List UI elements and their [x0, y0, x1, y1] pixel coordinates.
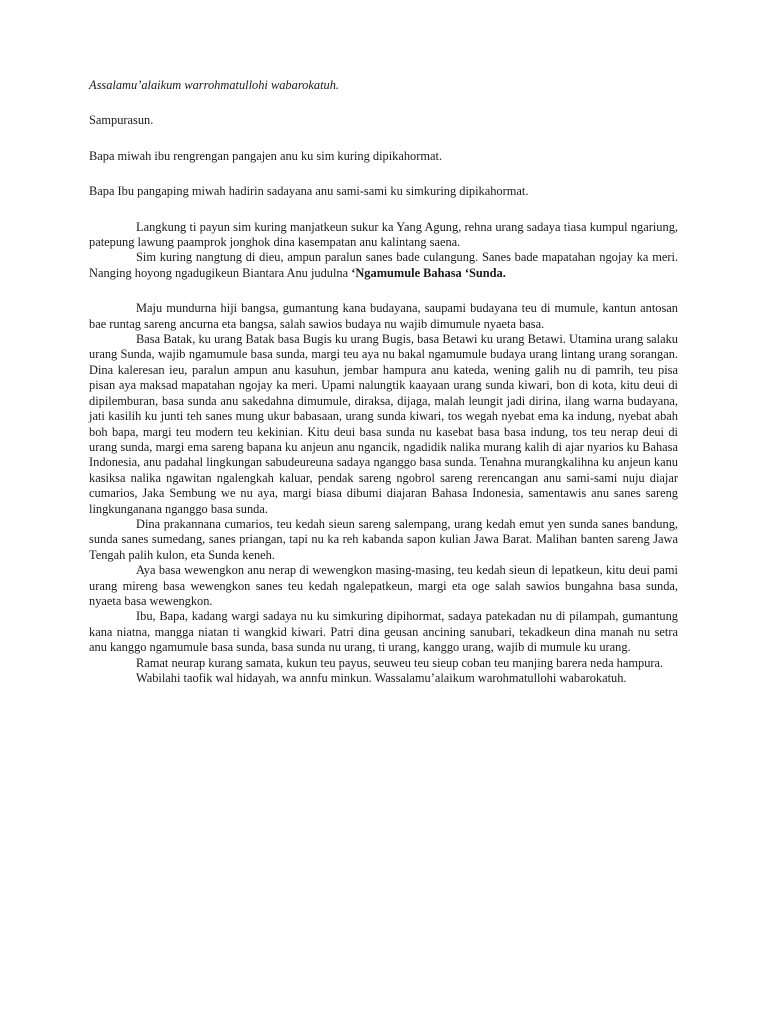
paragraph-7: Ibu, Bapa, kadang wargi sadaya nu ku simkuring dipihormat, sadaya patekadan nu di pilampah, gumantung kana niatna, mangga niatan ti wangkid kiwari. Patri dina geusan ancining sanubari, tekadkeun dina manah nu setra anu kanggo ngamumule basa sunda, basa sunda nu urang, ti urang, kanggo urang, wajib di mumule ku urang. — [89, 609, 678, 655]
paragraph-1: Langkung ti payun sim kuring manjatkeun sukur ka Yang Agung, rehna urang sadaya tiasa kumpul ngariung, patepung lawung paamprok jonghok dina kasempatan anu kalintang saena. — [89, 219, 678, 250]
paragraph-8: Ramat neurap kurang samata, kukun teu payus, seuweu teu sieup coban teu manjing barera neda hampura. — [136, 655, 664, 670]
paragraph-2 — [89, 250, 678, 281]
salutation-line-1: Bapa miwah ibu rengrengan pangajen anu ku sim kuring dipikahormat. — [89, 148, 443, 163]
paragraph-9: Wabilahi taofik wal hidayah, wa annfu minkun. Wassalamu’alaikum warohmatullohi wabarokatuh. — [136, 671, 627, 685]
speech-title: ‘Ngamumule Bahasa ‘Sunda. — [351, 265, 506, 280]
salutation-line-2: Bapa Ibu pangaping miwah hadirin sadayana anu sami-sami ku simkuring dipikahormat. — [89, 184, 529, 199]
paragraph-4: Basa Batak, ku urang Batak basa Bugis ku urang Bugis, basa Betawi ku urang Betawi. Utamina urang salaku urang Sunda, wajib ngamumule basa sunda, margi teu aya nu bakal ngamumule budaya urang lintang urang sorangan. Dina kaleresan ieu, paralun ampun anu kasuhun, jembar hampura anu kateda, wening galih nu di pamrih, teu pisa pisan aya maksad mapatahan ngojay ka meri. Upami nalungtik kaayaan urang sunda kiwari, bon di kota, kitu deui di dipilemburan, basa sunda anu sakedahna dimumule, diraksa, dijaga, malah leungit jadi dirina, ilang warna budayana, jati kasilih ku junti teh sanes mung ukur babasaan, urang sunda kiwari, tos wegah nyebat ema ka indung, nyebat abah boh bapa, margi teu modern teu kekinian. Kitu deui basa sunda nu kasebat basa basa indung, tos teu nerap deui di urang sunda, margi ema sareng bapana ku anjeun anu ngancik, ngadidik nalika murang kalih di ajar nyarios ku Bahasa Indonesia, anu padahal lingkungan sabudeureuna sadaya nganggo basa sunda. Tenahna murangkalihna ku anjeun kanu kasiksa nalika ngawitan ngalengkah kaluar, pendak sareng ngobrol sareng rerencangan anu sami-sami nuju diajar cumarios, Jaka Sembung we nu aya, margi biasa dibumi diajaran Bahasa Indonesia, samentawis anu sanes sareng lingkunganana nganggo basa sunda. — [89, 332, 678, 516]
speech-document — [89, 78, 678, 686]
paragraph-3: Maju mundurna hiji bangsa, gumantung kana budayana, saupami budayana teu di mumule, kantun antosan bae runtag sareng ancurna eta bangsa, salah sawios budaya nu wajib dimumule nyaeta basa. — [89, 301, 678, 331]
paragraph-6: Aya basa wewengkon anu nerap di wewengkon masing-masing, teu kedah sieun di lepatkeun, kitu deui pami urang mireng basa wewengkon sanes teu kedah ngalepatkeun, margi eta oge salah sawios bungahna basa sunda, nyaeta basa wewengkon. — [89, 563, 678, 608]
paragraph-5: Dina prakannana cumarios, teu kedah sieun sareng salempang, urang kedah emut yen sunda sanes bandung, sunda sanes sumedang, sanes priangan, tapi nu ka reh kabanda sapon kulian Jawa Barat. Malihan banten sareng Jawa Tengah palih kulon, eta Sunda keneh. — [89, 516, 678, 562]
sampurasun-line: Sampurasun. — [89, 113, 154, 128]
paragraph-2-text: Sim kuring nangtung di dieu, ampun paralun sanes bade culangung. Sanes bade mapatahan ngojay ka meri. Nanging hoyong ngadugikeun Biantara Anu judulna — [89, 250, 678, 280]
greeting-line: Assalamu’alaikum warrohmatullohi wabarokatuh. — [89, 78, 339, 92]
